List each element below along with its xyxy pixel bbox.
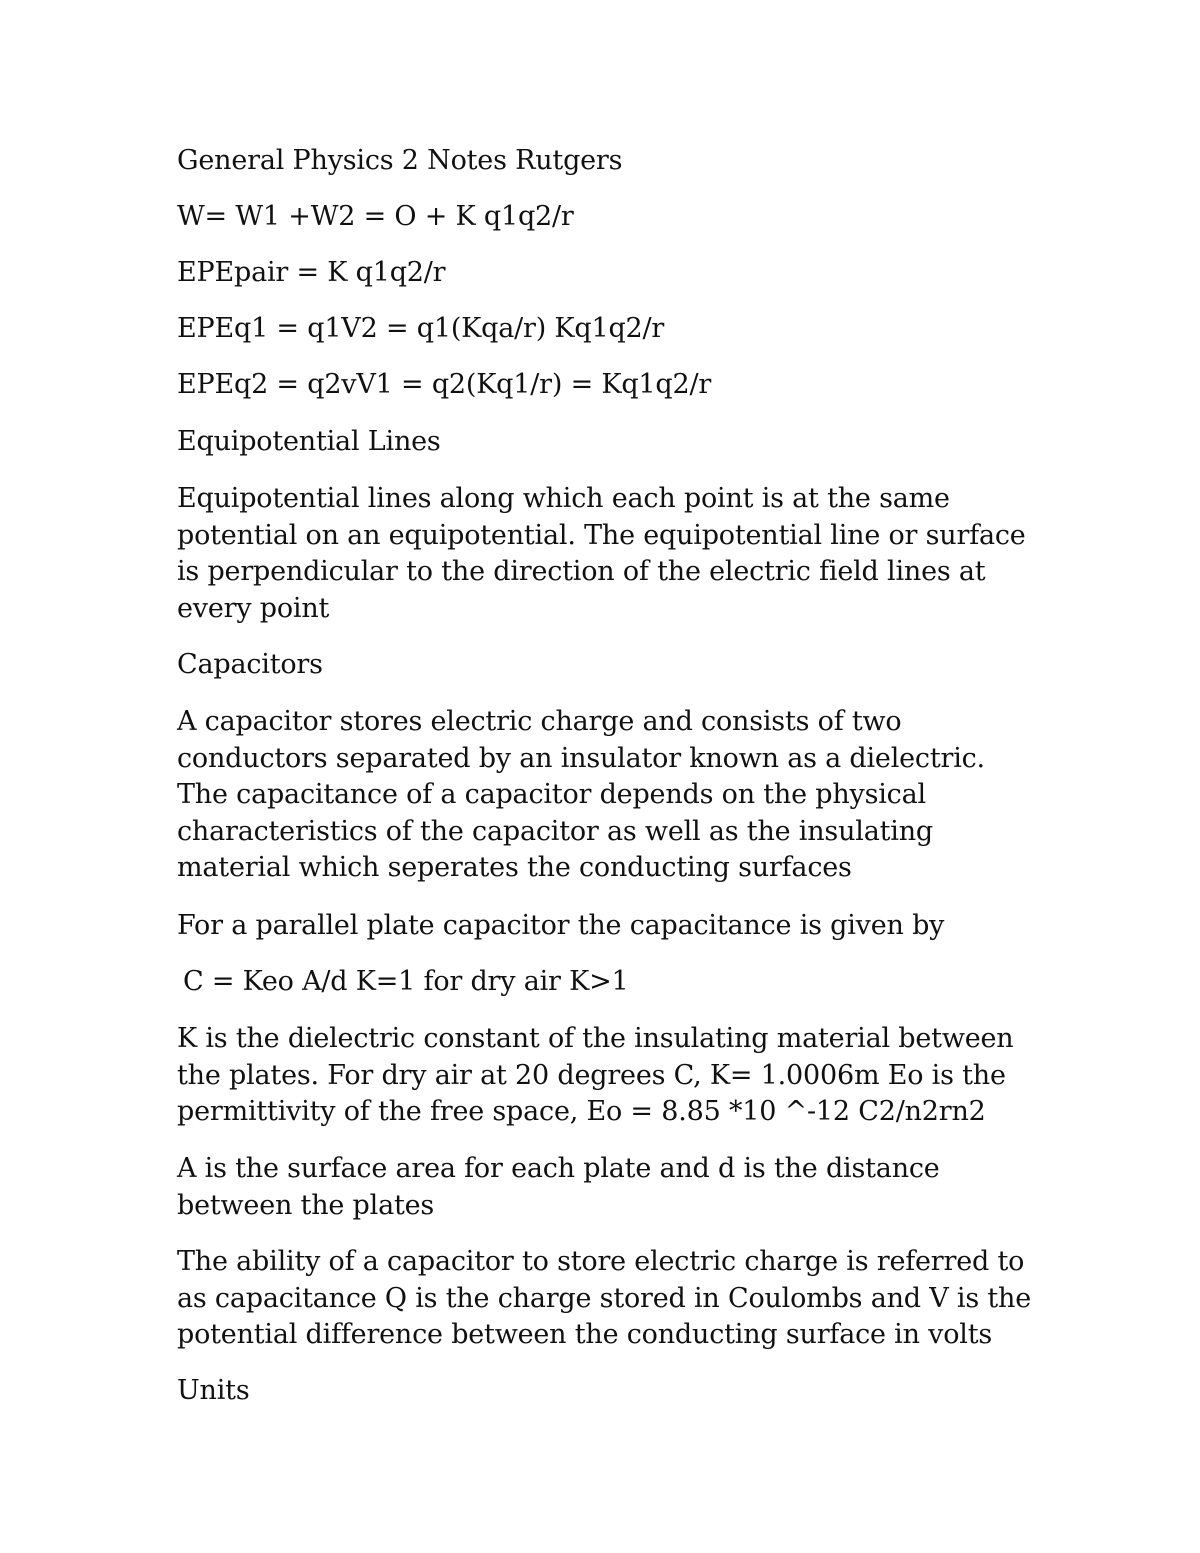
paragraph-capacitor-intro	[177, 704, 985, 887]
paragraph-line: potential on an equipotential. The equipotential line or surface	[177, 519, 1026, 551]
paragraph-equipotential	[177, 481, 1026, 627]
paragraph-line: conductors separated by an insulator known as a dielectric.	[177, 742, 985, 774]
paragraph-line: material which seperates the conducting surfaces	[177, 852, 852, 883]
paragraph-dielectric-constant	[177, 1021, 1013, 1131]
equation-epe-q1: EPEq1 = q1V2 = q1(Kqa/r) Kq1q2/r	[177, 313, 665, 344]
equation-epe-q2: EPEq2 = q2vV1 = q2(Kq1/r) = Kq1q2/r	[177, 369, 712, 400]
paragraph-line: is perpendicular to the direction of the electric field lines at	[177, 556, 986, 587]
equation-work: W= W1 +W2 = O + K q1q2/r	[177, 201, 574, 232]
paragraph-line: Equipotential lines along which each point is at the same	[177, 483, 950, 514]
paragraph-parallel-plate: For a parallel plate capacitor the capacitance is given by	[177, 910, 945, 941]
heading-equipotential-lines: Equipotential Lines	[177, 426, 441, 457]
paragraph-line: the plates. For dry air at 20 degrees C, K= 1.0006m Eo is the	[177, 1059, 1006, 1091]
paragraph-line: as capacitance Q is the charge stored in Coulombs and V is the	[177, 1282, 1032, 1314]
document-title: General Physics 2 Notes Rutgers	[177, 145, 623, 176]
paragraph-line: The ability of a capacitor to store electric charge is referred to	[177, 1246, 1025, 1277]
paragraph-line: A capacitor stores electric charge and consists of two	[177, 706, 902, 737]
paragraph-line: permittivity of the free space, Eo = 8.85 *10 ^-12 C2/n2rn2	[177, 1096, 986, 1127]
heading-units: Units	[177, 1375, 250, 1406]
paragraph-line: between the plates	[177, 1189, 435, 1221]
paragraph-capacitance-ability	[177, 1244, 1031, 1354]
capacitance-formula: C = Keo A/d K=1 for dry air K>1	[183, 966, 629, 997]
heading-capacitors: Capacitors	[177, 649, 323, 680]
equation-epe-pair: EPEpair = K q1q2/r	[177, 257, 446, 288]
paragraph-line: every point	[177, 592, 330, 624]
paragraph-line: characteristics of the capacitor as well as the insulating	[177, 815, 933, 847]
paragraph-line: The capacitance of a capacitor depends on the physical	[177, 779, 926, 810]
paragraph-line: K is the dielectric constant of the insulating material between	[177, 1023, 1014, 1054]
paragraph-line: potential difference between the conducting surface in volts	[177, 1319, 993, 1350]
paragraph-line: A is the surface area for each plate and d is the distance	[177, 1153, 940, 1184]
paragraph-plate-area	[177, 1151, 940, 1224]
